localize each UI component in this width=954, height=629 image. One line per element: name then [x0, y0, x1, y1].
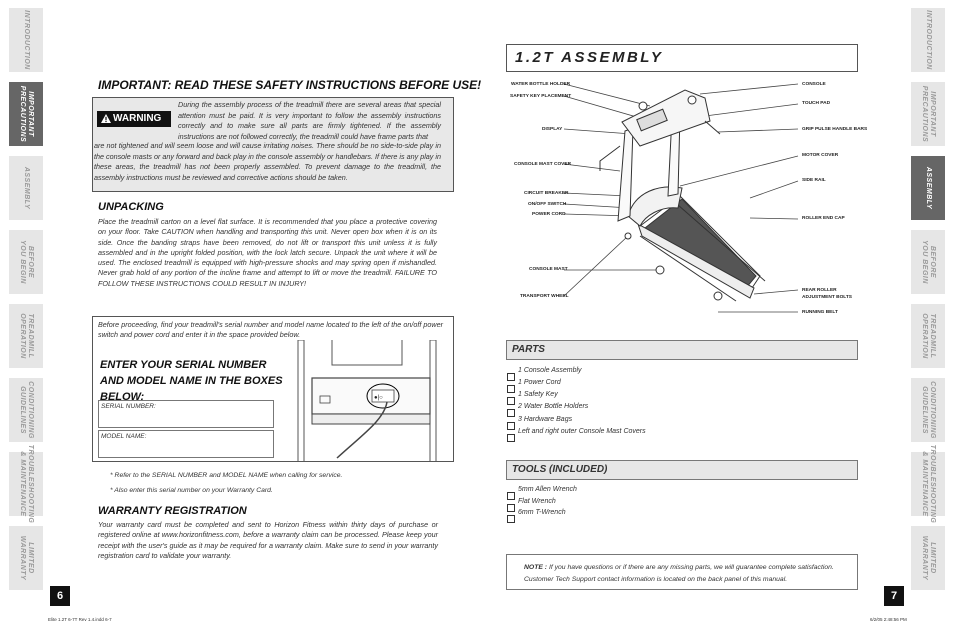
note-text-1: If you have questions or if there are any missing parts, we will guarantee complete satisfaction.: [548, 564, 834, 571]
serial-location-illustration: [292, 340, 442, 462]
warning-badge: [97, 111, 171, 127]
tab-label: LIMITED WARRANTY: [19, 535, 34, 581]
safety-heading: IMPORTANT: READ THESE SAFETY INSTRUCTIONS BEFORE USE!: [98, 78, 482, 92]
parts-item: 3 Hardware Bags: [507, 417, 515, 426]
tab-label: TREADMILL OPERATION: [921, 313, 936, 359]
tab-conditioning-guidelines[interactable]: [9, 378, 43, 442]
warranty-text: Your warranty card must be completed and sent to Horizon Fitness within thirty days of purchase or registered online at www.horizonfitness.com, before a warranty claim can be processed. Please keep your receipt with the user's guide as it may be required for a warranty claim. Make sure to send in your warranty registration card to validate your warranty.: [98, 520, 438, 560]
checkbox[interactable]: [507, 515, 515, 523]
tab-label: INTRODUCTION: [23, 10, 30, 70]
tab-label: BEFORE YOU BEGIN: [921, 240, 936, 284]
tab-label: TROUBLESHOOTING & MAINTENANCE: [921, 444, 936, 524]
tools-item: Flat Wrench: [507, 499, 515, 508]
footer-file-name: Elite 1.2T 6-7T Rev 1.4.indd 6-7: [48, 617, 112, 622]
unpacking-title: UNPACKING: [98, 201, 164, 213]
parts-item: 2 Water Bottle Holders: [507, 404, 515, 413]
label-transport-wheel: TRANSPORT WHEEL: [520, 294, 569, 299]
note-box: [506, 554, 858, 590]
tab-assembly[interactable]: [911, 156, 945, 220]
serial-number-label: SERIAL NUMBER:: [101, 403, 156, 410]
label-grip-pulse-handle-bars: GRIP PULSE HANDLE BARS: [802, 127, 868, 132]
label-water-bottle-holder: WATER BOTTLE HOLDER: [511, 82, 571, 87]
label-side-rail: SIDE RAIL: [802, 178, 826, 183]
note-service: * Refer to the SERIAL NUMBER and MODEL NAME when calling for service.: [110, 472, 343, 479]
label-touch-pad: TOUCH PAD: [802, 101, 831, 106]
serial-number-field[interactable]: [98, 400, 274, 428]
left-section-tabs: [9, 8, 43, 600]
warning-triangle-icon: [101, 114, 111, 123]
tab-label: ASSEMBLY: [925, 166, 932, 210]
unpacking-text: Place the treadmill carton on a level flat surface. It is recommended that you place a protective covering on your floor. Take CAUTION when handling and transporting this unit. Never open box when it is on its side. Once the banding straps have been removed, do not lift or transport this unit unless it is fully assembled and in the upright folded position, with the lock latch secure. Unpack the unit where it will be used. The enclosed treadmill is equipped with high-pressure shocks and may spring open if mishandled. Never grab hold of any portion of the incline frame and attempt to lift or move the treadmill. FAILURE TO FOLLOW THESE INSTRUCTIONS COULD RESULT IN INJURY!: [98, 217, 437, 288]
label-circuit-breaker: CIRCUIT BREAKER: [524, 191, 569, 196]
svg-text:●|○: ●|○: [374, 395, 383, 401]
tab-treadmill-operation[interactable]: [9, 304, 43, 368]
page-number-right: 7: [884, 586, 904, 606]
tab-label: TREADMILL OPERATION: [19, 313, 34, 359]
tab-important-precautions[interactable]: [9, 82, 43, 146]
label-running-belt: RUNNING BELT: [802, 310, 838, 315]
warning-text-bottom: are not tightened and will seem loose and will cause irritating noises. There should be no side-to-side play in the console masts or any forward and back play in the console assembly or handlebars. If there is any play in these areas, the treadmill has not been properly assembled. To prevent damage to the treadmill, the assembly instructions must be reviewed and corrective actions should be taken.: [94, 141, 441, 182]
label-console: CONSOLE: [802, 82, 826, 87]
tools-item: 5mm Allen Wrench: [507, 487, 515, 496]
tab-label: TROUBLESHOOTING & MAINTENANCE: [19, 444, 34, 524]
parts-item: Left and right outer Console Mast Covers: [507, 429, 515, 438]
tab-label: ASSEMBLY: [23, 166, 30, 210]
tab-label: BEFORE YOU BEGIN: [19, 240, 34, 284]
label-safety-key-placement: SAFETY KEY PLACEMENT: [510, 94, 572, 99]
tab-label: IMPORTANT PRECAUTIONS: [19, 85, 34, 143]
label-adjustment-bolts: ADJUSTMENT BOLTS: [802, 295, 853, 300]
tab-conditioning-guidelines[interactable]: [911, 378, 945, 442]
serial-intro-text: Before proceeding, find your treadmill's serial number and model name located to the left of the on/off power switch and power cord and enter it in the space provided below.: [98, 320, 443, 340]
tab-limited-warranty[interactable]: [911, 526, 945, 590]
tab-troubleshooting[interactable]: [9, 444, 43, 524]
model-name-field[interactable]: [98, 430, 274, 458]
checkbox[interactable]: [507, 409, 515, 417]
parts-header: PARTS: [506, 340, 858, 360]
label-console-mast-cover: CONSOLE MAST COVER: [514, 162, 572, 167]
parts-item: 1 Safety Key: [507, 392, 515, 401]
note-text-2: Customer Tech Support contact information is located on the back panel of this manual.: [524, 576, 788, 583]
tab-before-you-begin[interactable]: [9, 230, 43, 294]
tab-label: INTRODUCTION: [925, 10, 932, 70]
enter-serial-heading: ENTER YOUR SERIAL NUMBER AND MODEL NAME IN THE BOXES BELOW:: [100, 359, 283, 403]
assembly-title: 1.2T ASSEMBLY: [506, 44, 858, 72]
label-console-mast: CONSOLE MAST: [529, 267, 568, 272]
label-roller-end-cap: ROLLER END CAP: [802, 216, 845, 221]
label-rear-roller: REAR ROLLER: [802, 288, 837, 293]
tab-introduction[interactable]: [9, 8, 43, 72]
tab-label: LIMITED WARRANTY: [921, 535, 936, 581]
page-number-left: 6: [50, 586, 70, 606]
tab-before-you-begin[interactable]: [911, 230, 945, 294]
tab-troubleshooting[interactable]: [911, 444, 945, 524]
warranty-title: WARRANTY REGISTRATION: [98, 505, 247, 517]
tools-header: TOOLS (INCLUDED): [506, 460, 858, 480]
tab-introduction[interactable]: [911, 8, 945, 72]
parts-item: 1 Power Cord: [507, 380, 515, 389]
tab-treadmill-operation[interactable]: [911, 304, 945, 368]
warning-label: WARNING: [113, 113, 162, 124]
tab-label: IMPORTANT PRECAUTIONS: [921, 85, 936, 143]
label-motor-cover: MOTOR COVER: [802, 153, 839, 158]
warning-text-top: During the assembly process of the treadmill there are several areas that special attention must be paid. It is very important to follow the assembly instructions correctly and to make sure all parts are firmly tightened. If the assembly instructions are not followed correctly, the treadmill could have frame parts that: [178, 100, 441, 141]
treadmill-diagram: [500, 76, 860, 321]
footer-timestamp: 6/2/05 2:48:56 PM: [870, 617, 907, 622]
parts-item: 1 Console Assembly: [507, 368, 515, 377]
model-name-label: MODEL NAME:: [101, 433, 147, 440]
tab-assembly[interactable]: [9, 156, 43, 220]
note-warranty-card: * Also enter this serial number on your Warranty Card.: [110, 487, 273, 494]
tab-label: CONDITIONING GUIDELINES: [921, 381, 936, 439]
tab-limited-warranty[interactable]: [9, 526, 43, 590]
tab-important-precautions[interactable]: [911, 82, 945, 146]
right-section-tabs: [911, 8, 945, 600]
tab-label: CONDITIONING GUIDELINES: [19, 381, 34, 439]
label-power-cord: POWER CORD: [532, 212, 566, 217]
tools-item: 6mm T-Wrench: [507, 510, 515, 519]
label-on-off-switch: ON/OFF SWITCH: [528, 202, 567, 207]
note-label: NOTE :: [524, 564, 548, 571]
label-display: DISPLAY: [542, 127, 563, 132]
checkbox[interactable]: [507, 434, 515, 442]
